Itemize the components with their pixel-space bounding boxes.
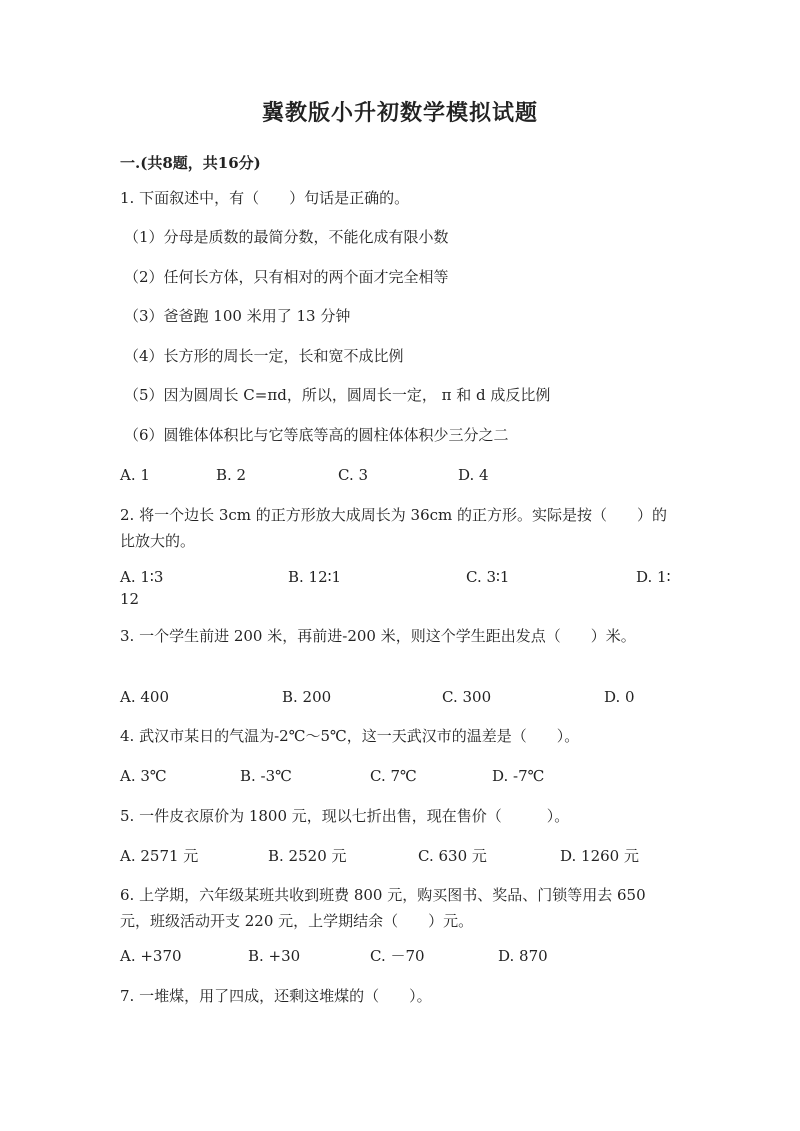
question-2-option-b[interactable]: B. 12∶1 [288, 568, 342, 586]
section-heading: 一.(共8题，共16分) [120, 154, 261, 172]
page-title: 冀教版小升初数学模拟试题 [261, 100, 538, 126]
question-5-option-d[interactable]: D. 1260 元 [560, 847, 639, 865]
question-4-option-a[interactable]: A. 3℃ [120, 767, 167, 785]
question-1-option-b[interactable]: B. 2 [216, 466, 247, 484]
question-3-stem: 3. 一个学生前进 200 米，再前进-200 米，则这个学生距出发点（ ）米。 [120, 627, 636, 645]
question-5-options [120, 845, 680, 867]
question-3-option-b[interactable]: B. 200 [282, 688, 332, 706]
question-1-statement-4: （4）长方形的周长一定，长和宽不成比例 [124, 347, 404, 365]
question-5-stem: 5. 一件皮衣原价为 1800 元，现以七折出售，现在售价（ ）。 [120, 807, 570, 825]
question-2-option-d[interactable]: D. 1∶ [636, 568, 671, 586]
question-3-option-d[interactable]: D. 0 [604, 688, 635, 706]
question-5-option-b[interactable]: B. 2520 元 [268, 847, 347, 865]
question-1-statement-1: （1）分母是质数的最简分数，不能化成有限小数 [124, 228, 449, 246]
question-5-option-c[interactable]: C. 630 元 [418, 847, 487, 865]
question-1-option-c[interactable]: C. 3 [338, 466, 369, 484]
question-6-option-b[interactable]: B. +30 [248, 947, 301, 965]
question-4-stem: 4. 武汉市某日的气温为-2℃～5℃，这一天武汉市的温差是（ ）。 [120, 727, 580, 745]
question-2-option-a[interactable]: A. 1∶3 [120, 568, 164, 586]
question-3-option-a[interactable]: A. 400 [120, 688, 169, 706]
question-1-option-a[interactable]: A. 1 [120, 466, 150, 484]
question-1-statement-3: （3）爸爸跑 100 米用了 13 分钟 [124, 307, 351, 325]
question-4-option-c[interactable]: C. 7℃ [370, 767, 417, 785]
question-2-option-d-continued: 12 [120, 590, 140, 608]
question-6-stem: 6. 上学期，六年级某班共收到班费 800 元，购买图书、奖品、门锁等用去 650 元，班级活动开支 220 元，上学期结余（ ）元。 [120, 886, 646, 930]
question-1-option-d[interactable]: D. 4 [458, 466, 489, 484]
question-6-options [120, 945, 680, 967]
question-5-option-a[interactable]: A. 2571 元 [120, 847, 199, 865]
question-2-options [120, 566, 680, 588]
question-3-option-c[interactable]: C. 300 [442, 688, 492, 706]
question-6-option-c[interactable]: C. －70 [370, 947, 425, 965]
question-2-option-c[interactable]: C. 3∶1 [466, 568, 510, 586]
question-1-statement-5: （5）因为圆周长 C=πd，所以，圆周长一定， π 和 d 成反比例 [124, 386, 551, 404]
question-7-stem: 7. 一堆煤，用了四成，还剩这堆煤的（ ）。 [120, 987, 432, 1005]
question-6-option-d[interactable]: D. 870 [498, 947, 548, 965]
question-1-options [120, 464, 680, 486]
question-1-stem: 1. 下面叙述中，有（ ）句话是正确的。 [120, 189, 410, 207]
question-4-option-d[interactable]: D. -7℃ [492, 767, 545, 785]
question-4-options [120, 765, 680, 787]
question-1-statement-2: （2）任何长方体，只有相对的两个面才完全相等 [124, 268, 449, 286]
question-3-options [120, 686, 680, 708]
question-4-option-b[interactable]: B. -3℃ [240, 767, 292, 785]
question-2-stem: 2. 将一个边长 3cm 的正方形放大成周长为 36cm 的正方形。实际是按（ ）的比放大的。 [120, 506, 668, 550]
question-6-option-a[interactable]: A. +370 [120, 947, 182, 965]
question-1-statement-6: （6）圆锥体体积比与它等底等高的圆柱体体积少三分之二 [124, 426, 509, 444]
